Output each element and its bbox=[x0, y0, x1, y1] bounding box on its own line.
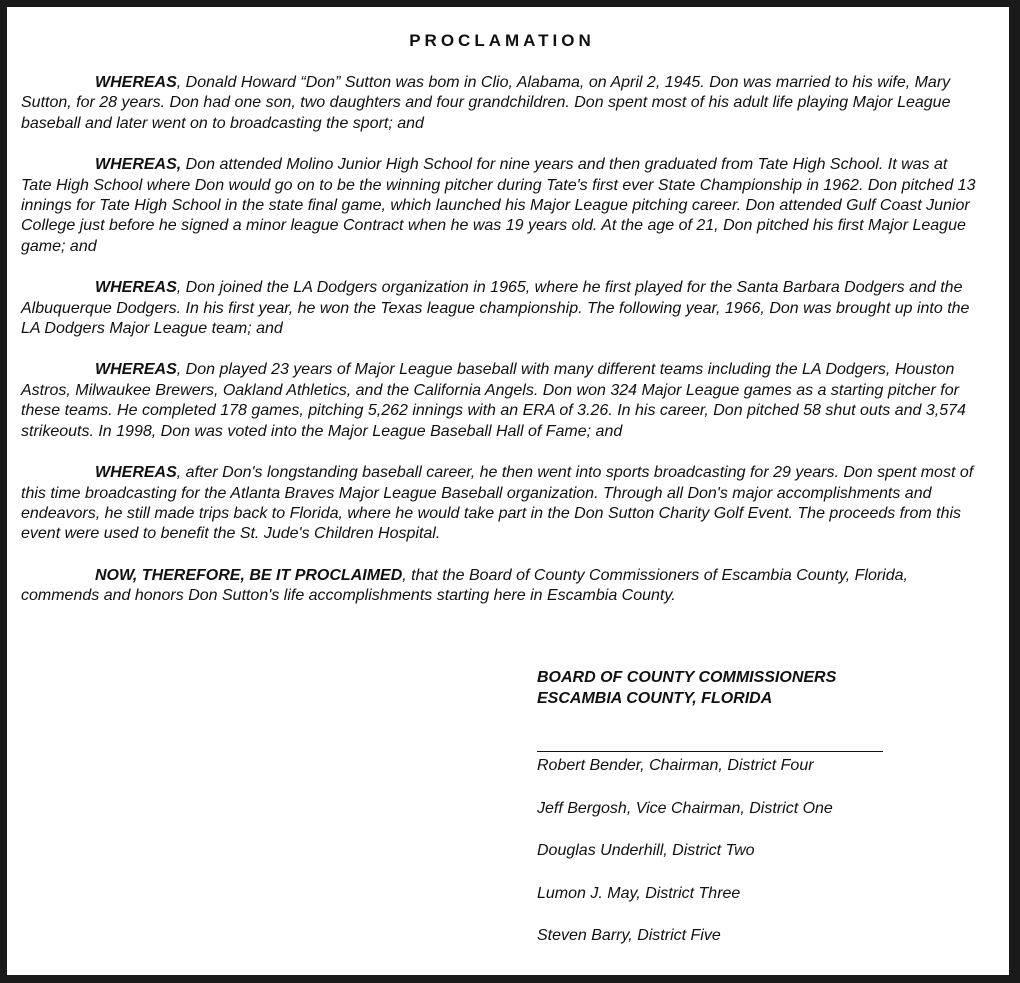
member-district-three: Lumon J. May, District Three bbox=[537, 884, 741, 902]
proclamation-page bbox=[7, 7, 1009, 975]
paragraph-text: Don attended Molino Junior High School for nine years and then graduated from Tate High School. It was at Tate High School where Don would go on to be the winning pitcher during Tate's first ever State Championship in 1962. Don pitched 13 innings for Tate High School in the state final game, which launched his Major League pitching career. Don attended Gulf Coast Junior College just before he signed a minor league Contract when he was 19 years old. At the age of 21, Don pitched his first Major League game; and bbox=[21, 156, 976, 255]
paragraph-whereas-school bbox=[21, 155, 981, 257]
paragraph-lead: WHEREAS, bbox=[95, 156, 182, 174]
paragraph-lead: WHEREAS bbox=[95, 279, 177, 297]
paragraph-text: , Don played 23 years of Major League baseball with many different teams including the LA Dodgers, Houston Astros, Milwaukee Brewers, Oakland Athletics, and the California Angels. Don won 324 Major League games as a starting pitcher for these teams. He completed 178 games, pitching 5,262 innings with an ERA of 3.26. In his career, Don pitched 58 shut outs and 3,574 strikeouts. In 1998, Don was voted into the Major League Baseball Hall of Fame; and bbox=[21, 361, 966, 440]
paragraph-text: , after Don's longstanding baseball career, he then went into sports broadcasting for 29 years. Don spent most of this time broadcasting for the Atlanta Braves Major League Baseball organization. Through all Don's major accomplishments and endeavors, he still made trips back to Florida, where he would take part in the Don Sutton Charity Golf Event. The proceeds from this event were used to benefit the St. Jude's Children Hospital. bbox=[21, 464, 974, 543]
board-name: BOARD OF COUNTY COMMISSIONERS bbox=[537, 669, 837, 686]
paragraph-text: , that the Board of County Commissioners of Escambia County, Florida, commends and honors Don Sutton's life accomplishments starting here in Escambia County. bbox=[21, 566, 908, 605]
paragraph-lead: WHEREAS bbox=[95, 464, 177, 482]
page-title: PROCLAMATION bbox=[409, 31, 595, 50]
paragraph-whereas-birth bbox=[21, 73, 981, 134]
paragraph-whereas-broadcasting bbox=[21, 463, 981, 545]
paragraph-lead: WHEREAS bbox=[95, 361, 177, 379]
board-county: ESCAMBIA COUNTY, FLORIDA bbox=[537, 690, 773, 707]
paragraph-text: , Donald Howard “Don” Sutton was bom in Clio, Alabama, on April 2, 1945. Don was married to his wife, Mary Sutton, for 28 years. Don had one son, two daughters and four grandchildren. Don spent most of his adult life playing Major League baseball and later went on to broadcasting the sport; and bbox=[21, 74, 951, 132]
proclamation-body bbox=[21, 73, 981, 628]
member-chairman: Robert Bender, Chairman, District Four bbox=[537, 757, 814, 774]
member-district-five: Steven Barry, District Five bbox=[537, 927, 721, 944]
signature-line bbox=[537, 751, 883, 752]
paragraph-whereas-dodgers bbox=[21, 278, 981, 339]
paragraph-lead: NOW, THEREFORE, BE IT PROCLAIMED bbox=[95, 566, 403, 584]
paragraph-proclaimed bbox=[21, 566, 981, 607]
member-vice-chairman: Jeff Bergosh, Vice Chairman, District One bbox=[537, 799, 833, 817]
signature-block bbox=[537, 667, 917, 969]
paragraph-text: , Don joined the LA Dodgers organization in 1965, where he first played for the Santa Barbara Dodgers and the Albuquerque Dodgers. In his first year, he won the Texas league championship. The following year, 1966, Don was brought up into the LA Dodgers Major League team; and bbox=[21, 279, 970, 338]
paragraph-whereas-career bbox=[21, 360, 981, 442]
member-district-two: Douglas Underhill, District Two bbox=[537, 842, 755, 859]
paragraph-lead: WHEREAS bbox=[95, 74, 177, 91]
